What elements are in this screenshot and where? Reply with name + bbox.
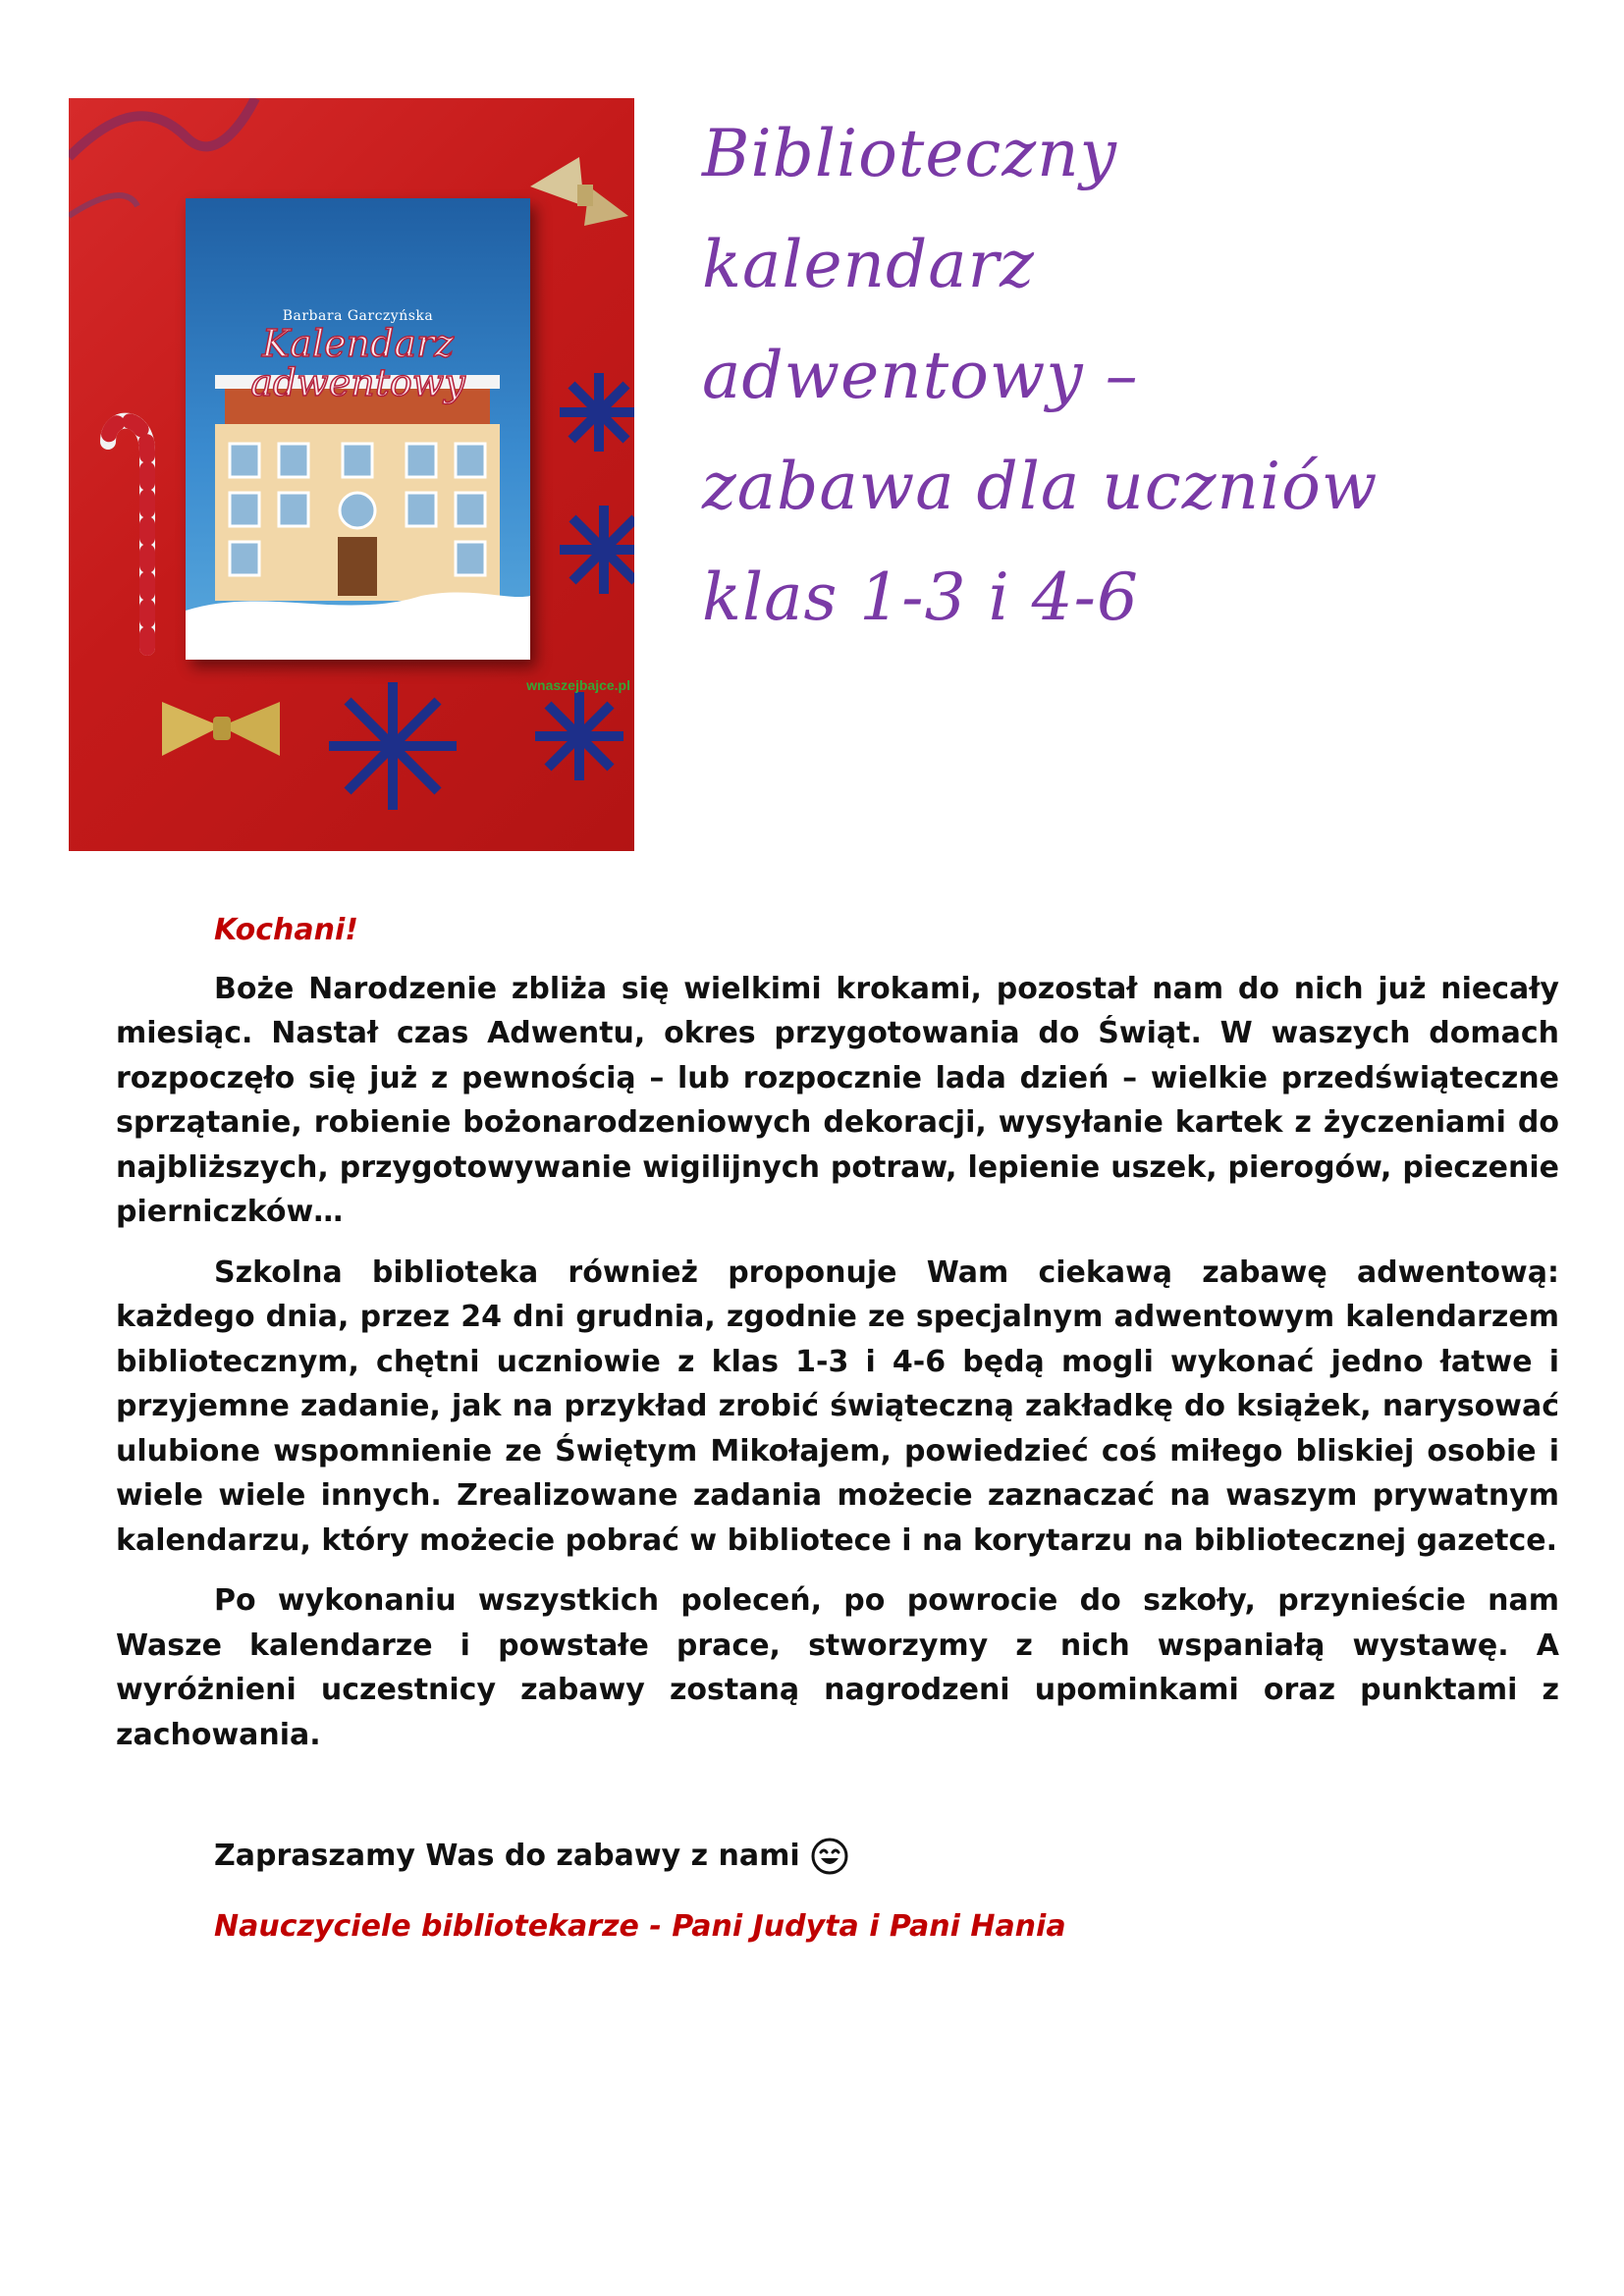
cover-photo: [69, 98, 634, 851]
book-illustration: [186, 198, 530, 660]
gold-bow-top: [530, 157, 628, 226]
book-title: [186, 324, 530, 402]
ribbon-shape: [69, 98, 255, 157]
title-line: zabawa dla uczniów: [702, 449, 1379, 524]
book-title-line: Kalendarz: [261, 322, 455, 365]
page-title: [702, 98, 1586, 653]
greeting: Kochani!: [214, 913, 358, 947]
candy-cane: [108, 421, 147, 648]
book-cover: [186, 198, 530, 660]
title-line: kalendarz: [702, 227, 1035, 302]
title-line: klas 1-3 i 4-6: [702, 560, 1139, 635]
watermark: wnaszejbajce.pl: [526, 677, 630, 693]
signature: Nauczyciele bibliotekarze - Pani Judyta i Pani Hania: [214, 1908, 1066, 1944]
paragraph: Szkolna biblioteka również proponuje Wam ciekawą zabawę adwentową: każdego dnia, przez 24 dni grudnia, zgodnie ze specjalnym adwentowym kalendarzem bibliotecznym, chętni uczniowie z klas 1-3 i 4-6 będą mogli wykonać jedno łatwe i przyjemne zadanie, jak na przykład zrobić świąteczną zakładkę do książek, narysować ulubione wspomnienie ze Świętym Mikołajem, powiedzieć coś miłego bliskiej osobie i wiele wiele innych. Zrealizowane zadania możecie zaznaczać na waszym prywatnym kalendarzu, który możecie pobrać w bibliotece i na korytarzu na bibliotecznej gazetce.: [116, 1255, 1559, 1558]
book-title-line: adwentowy: [250, 361, 465, 404]
paragraph: Po wykonaniu wszystkich poleceń, po powrocie do szkoły, przynieście nam Wasze kalendarze i powstałe prace, stworzymy z nich wspaniałą wystawę. A wyróżnieni uczestnicy zabawy zostaną nagrodzeni upominkami oraz punktami z zachowania.: [116, 1583, 1559, 1752]
gold-bow-bottom: [162, 702, 280, 756]
closing-line: [214, 1834, 1559, 1879]
smiley-icon: [810, 1837, 849, 1876]
closing-text: Zapraszamy Was do zabawy z nami: [214, 1839, 800, 1873]
paragraph: Boże Narodzenie zbliża się wielkimi krokami, pozostał nam do nich już niecały miesiąc. Nastał czas Adwentu, okres przygotowania do Świąt. W waszych domach rozpoczęło się już z pewnością – lub rozpocznie lada dzień – wielkie przedświąteczne sprzątanie, robienie bożonarodzeniowych dekoracji, wysyłanie kartek z życzeniami do najbliższych, przygotowywanie wigilijnych potraw, lepienie uszek, pierogów, pieczenie pierniczków…: [116, 971, 1559, 1229]
book-author: Barbara Garczyńska: [282, 308, 434, 324]
title-line: Biblioteczny: [702, 116, 1117, 191]
ribbon-shape: [69, 195, 137, 216]
title-line: adwentowy –: [702, 338, 1139, 413]
letter-body: [116, 908, 1559, 1949]
